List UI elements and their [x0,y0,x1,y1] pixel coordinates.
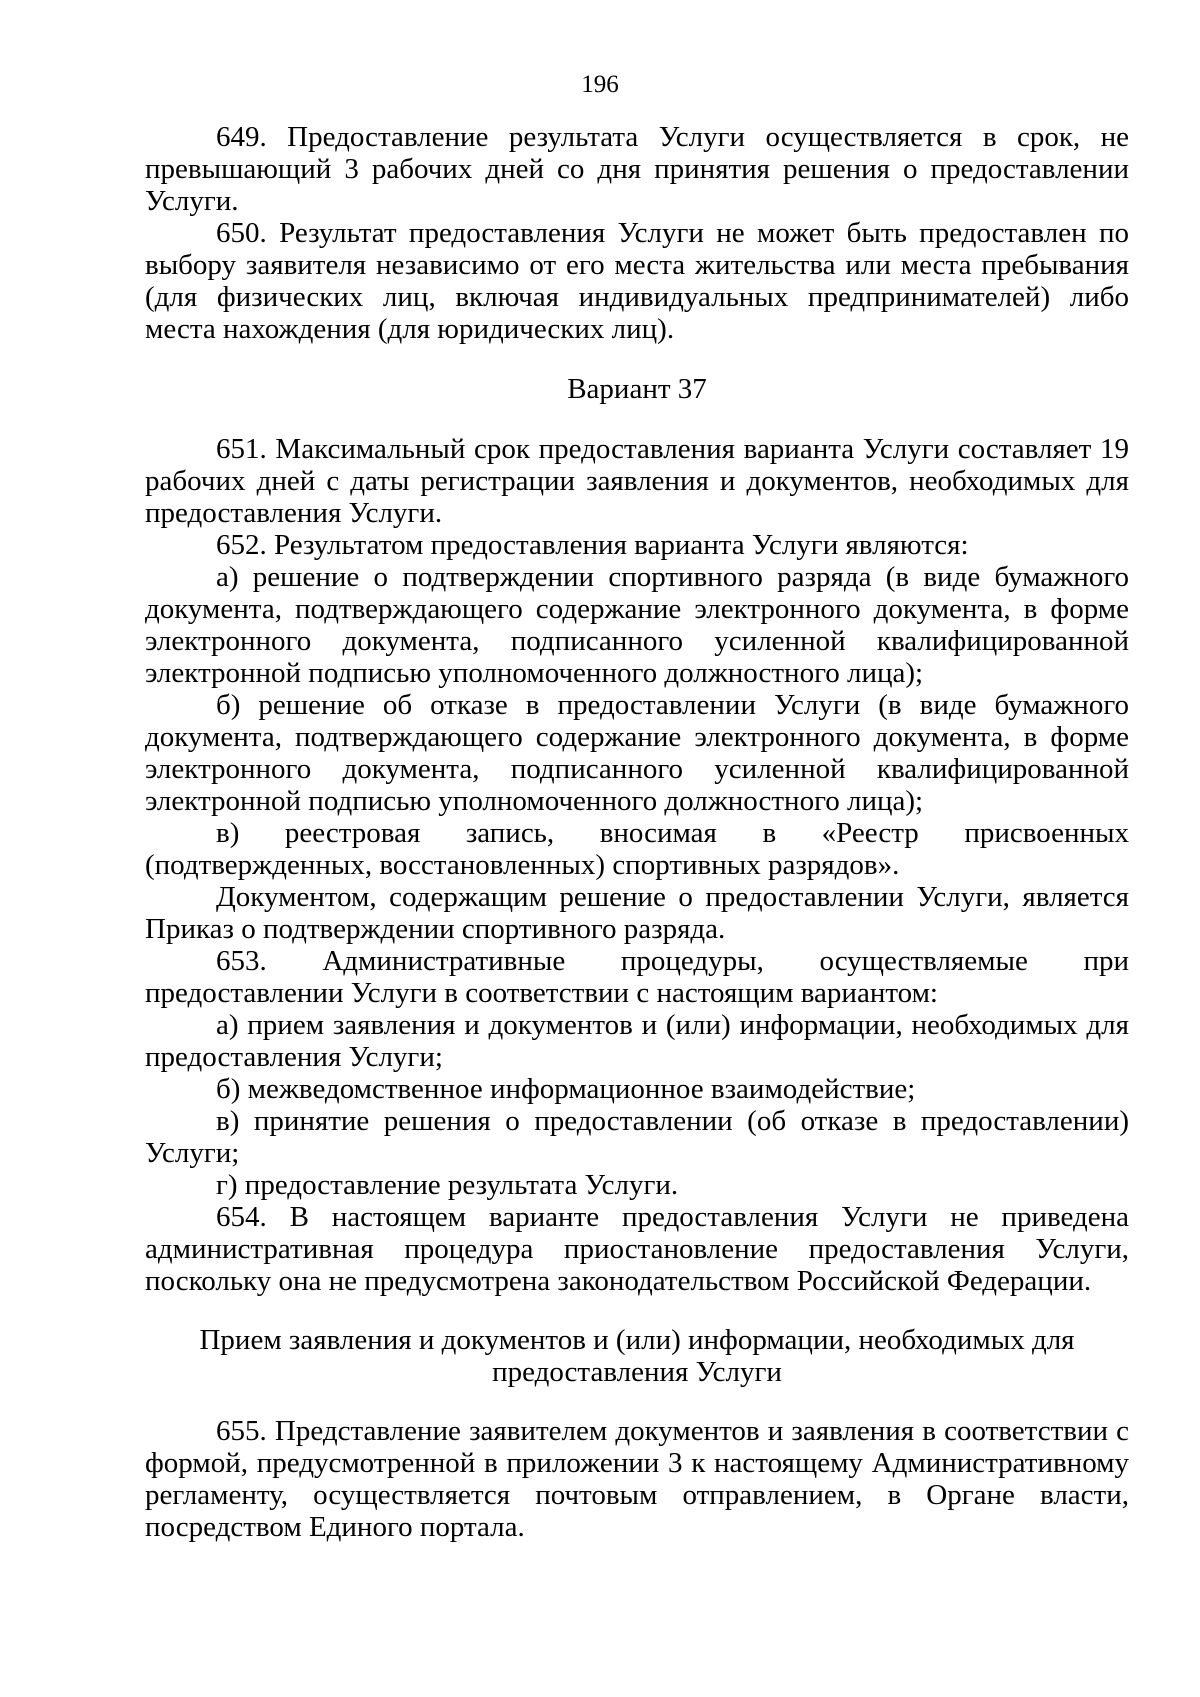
paragraph-649: 649. Предоставление результата Услуги осуществляется в срок, не превышающий 3 рабочих дней со дня принятия решения о предоставлении Услуги. [145,121,1129,217]
paragraph-651: 651. Максимальный срок предоставления варианта Услуги составляет 19 рабочих дней с даты регистрации заявления и документов, необходимых для предоставления Услуги. [145,433,1129,529]
paragraph-652-document: Документом, содержащим решение о предоставлении Услуги, является Приказ о подтверждении спортивного разряда. [145,881,1129,945]
paragraph-652-a: а) решение о подтверждении спортивного разряда (в виде бумажного документа, подтверждающего содержание электронного документа, в форме электронного документа, подписанного усиленной квалифицированной электронной подписью уполномоченного должностного лица); [145,561,1129,689]
paragraph-653: 653. Административные процедуры, осуществляемые при предоставлении Услуги в соответствии с настоящим вариантом: [145,945,1129,1009]
page-number: 196 [581,71,619,98]
section-heading-line-2: предоставления Услуги [492,1356,782,1388]
paragraph-653-d: г) предоставление результата Услуги. [216,1169,679,1201]
variant-heading: Вариант 37 [567,373,707,405]
section-heading-line-1: Прием заявления и документов и (или) информации, необходимых для [199,1324,1075,1356]
paragraph-653-c: в) принятие решения о предоставлении (об отказе в предоставлении) Услуги; [145,1105,1129,1169]
paragraph-652-b: б) решение об отказе в предоставлении Услуги (в виде бумажного документа, подтверждающего содержание электронного документа, в форме электронного документа, подписанного усиленной квалифицированной электронной подписью уполномоченного должностного лица); [145,689,1129,817]
paragraph-654: 654. В настоящем варианте предоставления Услуги не приведена административная процедура приостановление предоставления Услуги, поскольку она не предусмотрена законодательством Российской Федерации. [145,1201,1129,1297]
document-body [145,121,1129,1543]
paragraph-655: 655. Представление заявителем документов и заявления в соответствии с формой, предусмотренной в приложении 3 к настоящему Административному регламенту, осуществляется почтовым отправлением, в Органе власти, посредством Единого портала. [145,1415,1129,1543]
paragraph-650: 650. Результат предоставления Услуги не может быть предоставлен по выбору заявителя независимо от его места жительства или места пребывания (для физических лиц, включая индивидуальных предпринимателей) либо места нахождения (для юридических лиц). [145,217,1129,345]
section-heading [145,1297,1129,1415]
paragraph-653-b: б) межведомственное информационное взаимодействие; [216,1073,916,1105]
paragraph-653-a: а) прием заявления и документов и (или) информации, необходимых для предоставления Услуги; [145,1009,1129,1073]
paragraph-652: 652. Результатом предоставления варианта Услуги являются: [216,529,969,561]
paragraph-652-c: в) реестровая запись, вносимая в «Реестр присвоенных (подтвержденных, восстановленных) спортивных разрядов». [145,817,1129,881]
